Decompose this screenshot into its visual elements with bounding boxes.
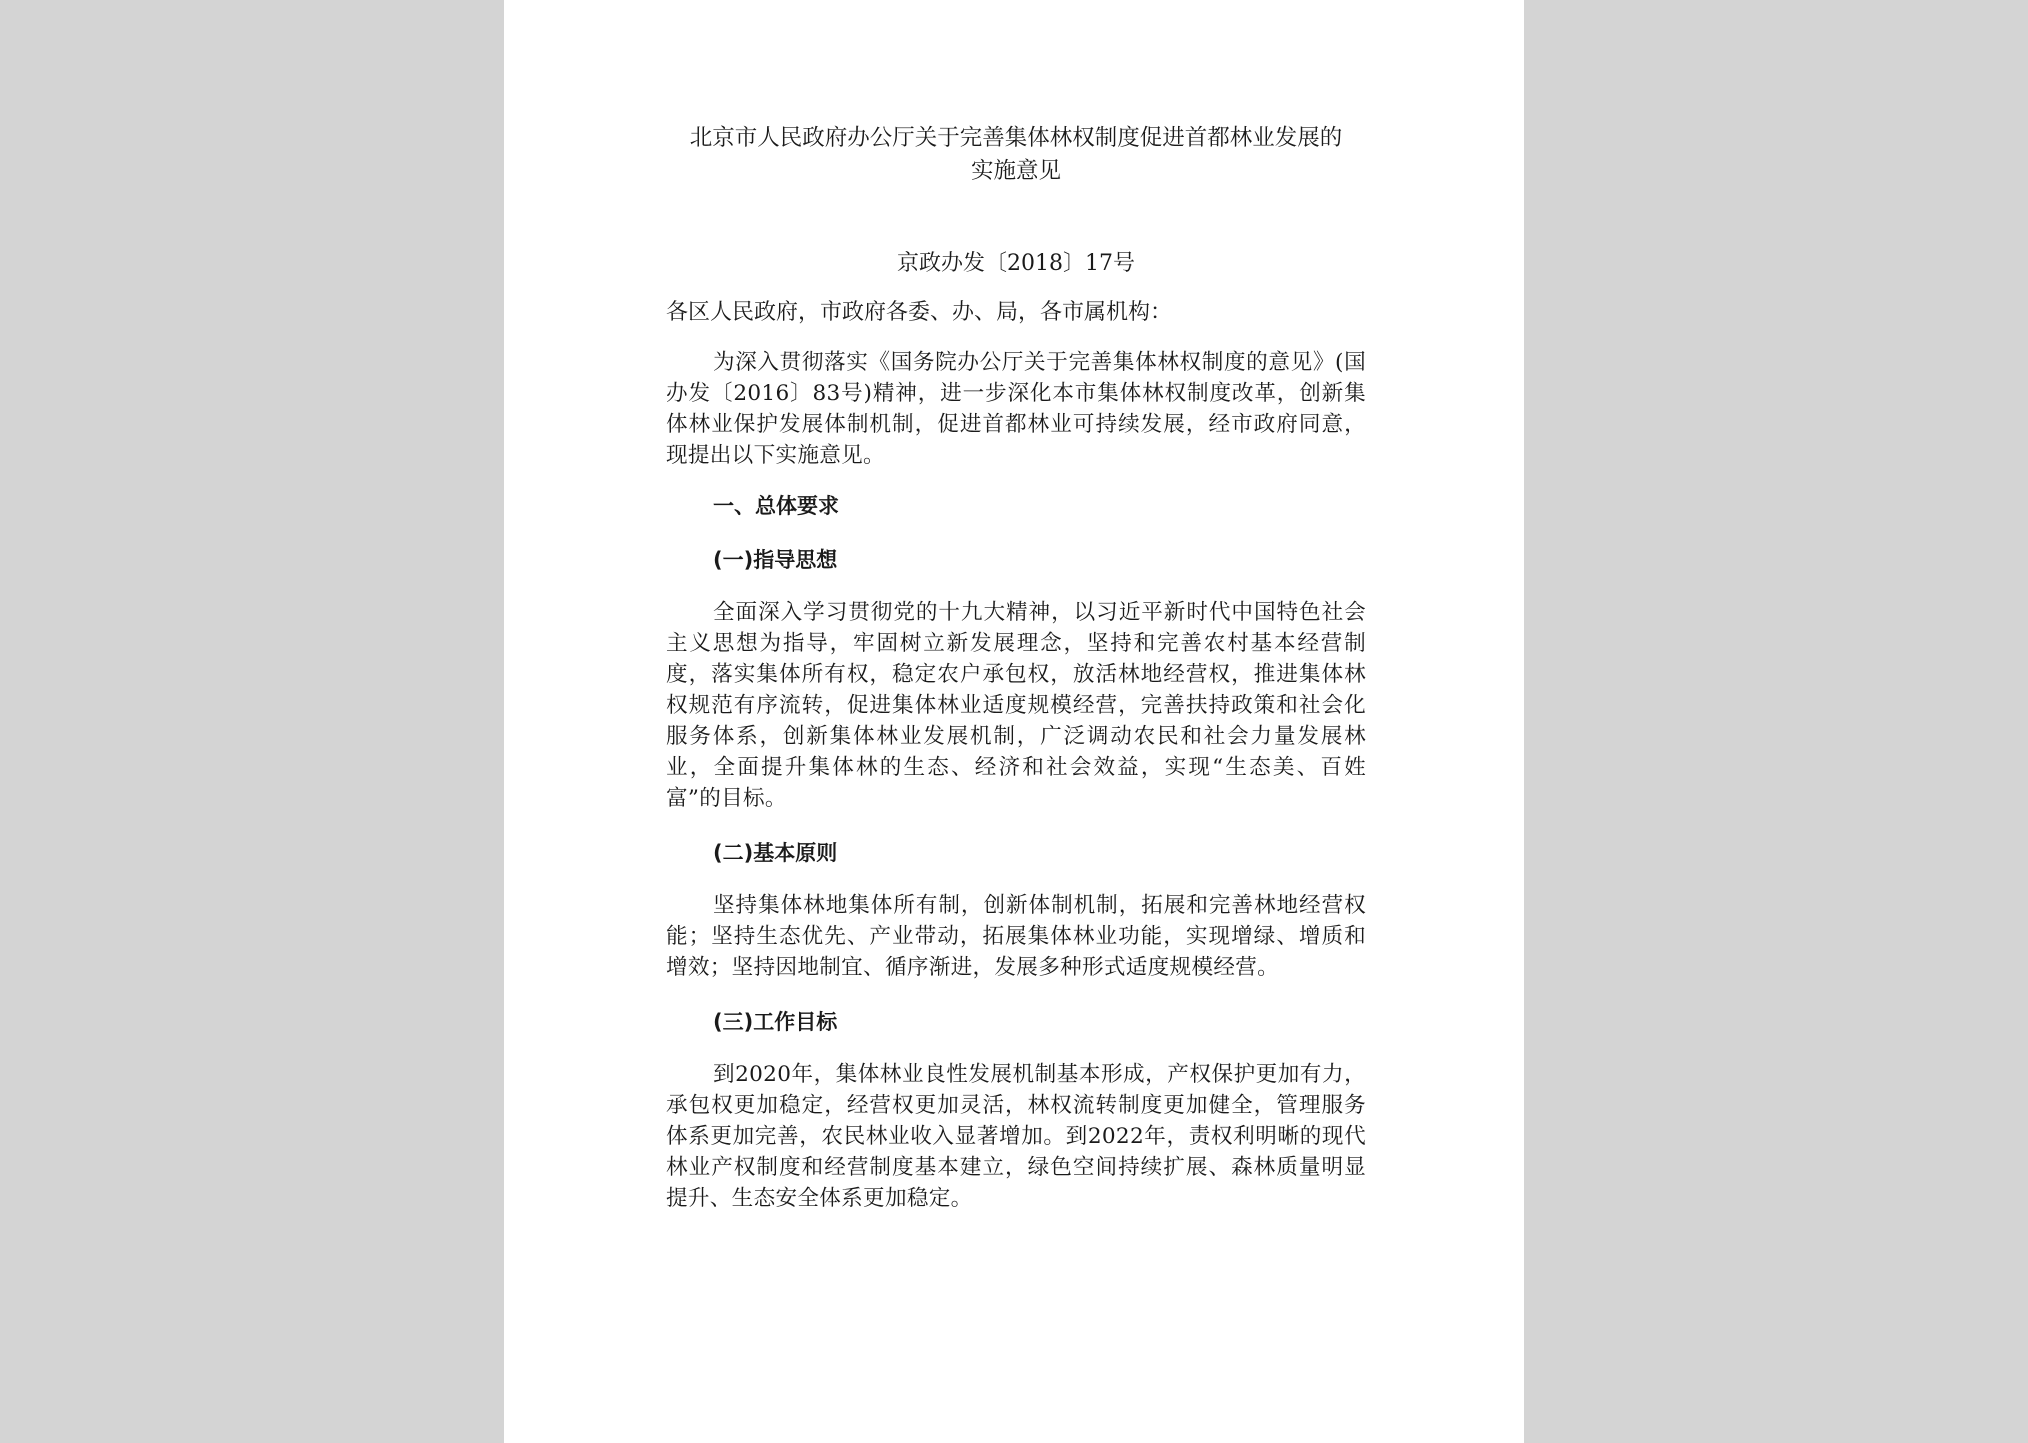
- subsection-heading-guiding-thought: (一)指导思想: [713, 548, 838, 572]
- intro-paragraph: 为深入贯彻落实《国务院办公厅关于完善集体林权制度的意见》(国办发〔2016〕83号)精神，进一步深化本市集体林权制度改革，创新集体林业保护发展体制机制，促进首都林业可持续发展，经市政府同意，现提出以下实施意见。: [666, 350, 1366, 468]
- document-page: [504, 0, 1524, 1443]
- title-line-1: 北京市人民政府办公厅关于完善集体林权制度促进首都林业发展的: [689, 125, 1343, 151]
- document-content: [666, 122, 1366, 1214]
- basic-principles-paragraph: 坚持集体林地集体所有制，创新体制机制，拓展和完善林地经营权能；坚持生态优先、产业带动，拓展集体林业功能，实现增绿、增质和增效；坚持因地制宜、循序渐进，发展多种形式适度规模经营。: [666, 893, 1366, 980]
- section-heading-general-requirements: 一、总体要求: [713, 494, 839, 518]
- salutation: 各区人民政府，市政府各委、办、局，各市属机构：: [666, 300, 1173, 325]
- document-title: [666, 122, 1366, 188]
- title-line-2: 实施意见: [970, 158, 1061, 184]
- work-goals-paragraph: 到2020年，集体林业良性发展机制基本形成，产权保护更加有力，承包权更加稳定，经营权更加灵活，林权流转制度更加健全，管理服务体系更加完善，农民林业收入显著增加。到2022年，责权利明晰的现代林业产权制度和经营制度基本建立，绿色空间持续扩展、森林质量明显提升、生态安全体系更加稳定。: [666, 1062, 1366, 1211]
- subsection-heading-work-goals: (三)工作目标: [713, 1010, 838, 1034]
- guiding-thought-paragraph: 全面深入学习贯彻党的十九大精神，以习近平新时代中国特色社会主义思想为指导，牢固树立新发展理念，坚持和完善农村基本经营制度，落实集体所有权，稳定农户承包权，放活林地经营权，推进集体林权规范有序流转，促进集体林业适度规模经营，完善扶持政策和社会化服务体系，创新集体林业发展机制，广泛调动农民和社会力量发展林业，全面提升集体林的生态、经济和社会效益，实现“生态美、百姓富”的目标。: [666, 600, 1366, 811]
- document-number: 京政办发〔2018〕17号: [897, 251, 1135, 276]
- subsection-heading-basic-principles: (二)基本原则: [713, 841, 838, 865]
